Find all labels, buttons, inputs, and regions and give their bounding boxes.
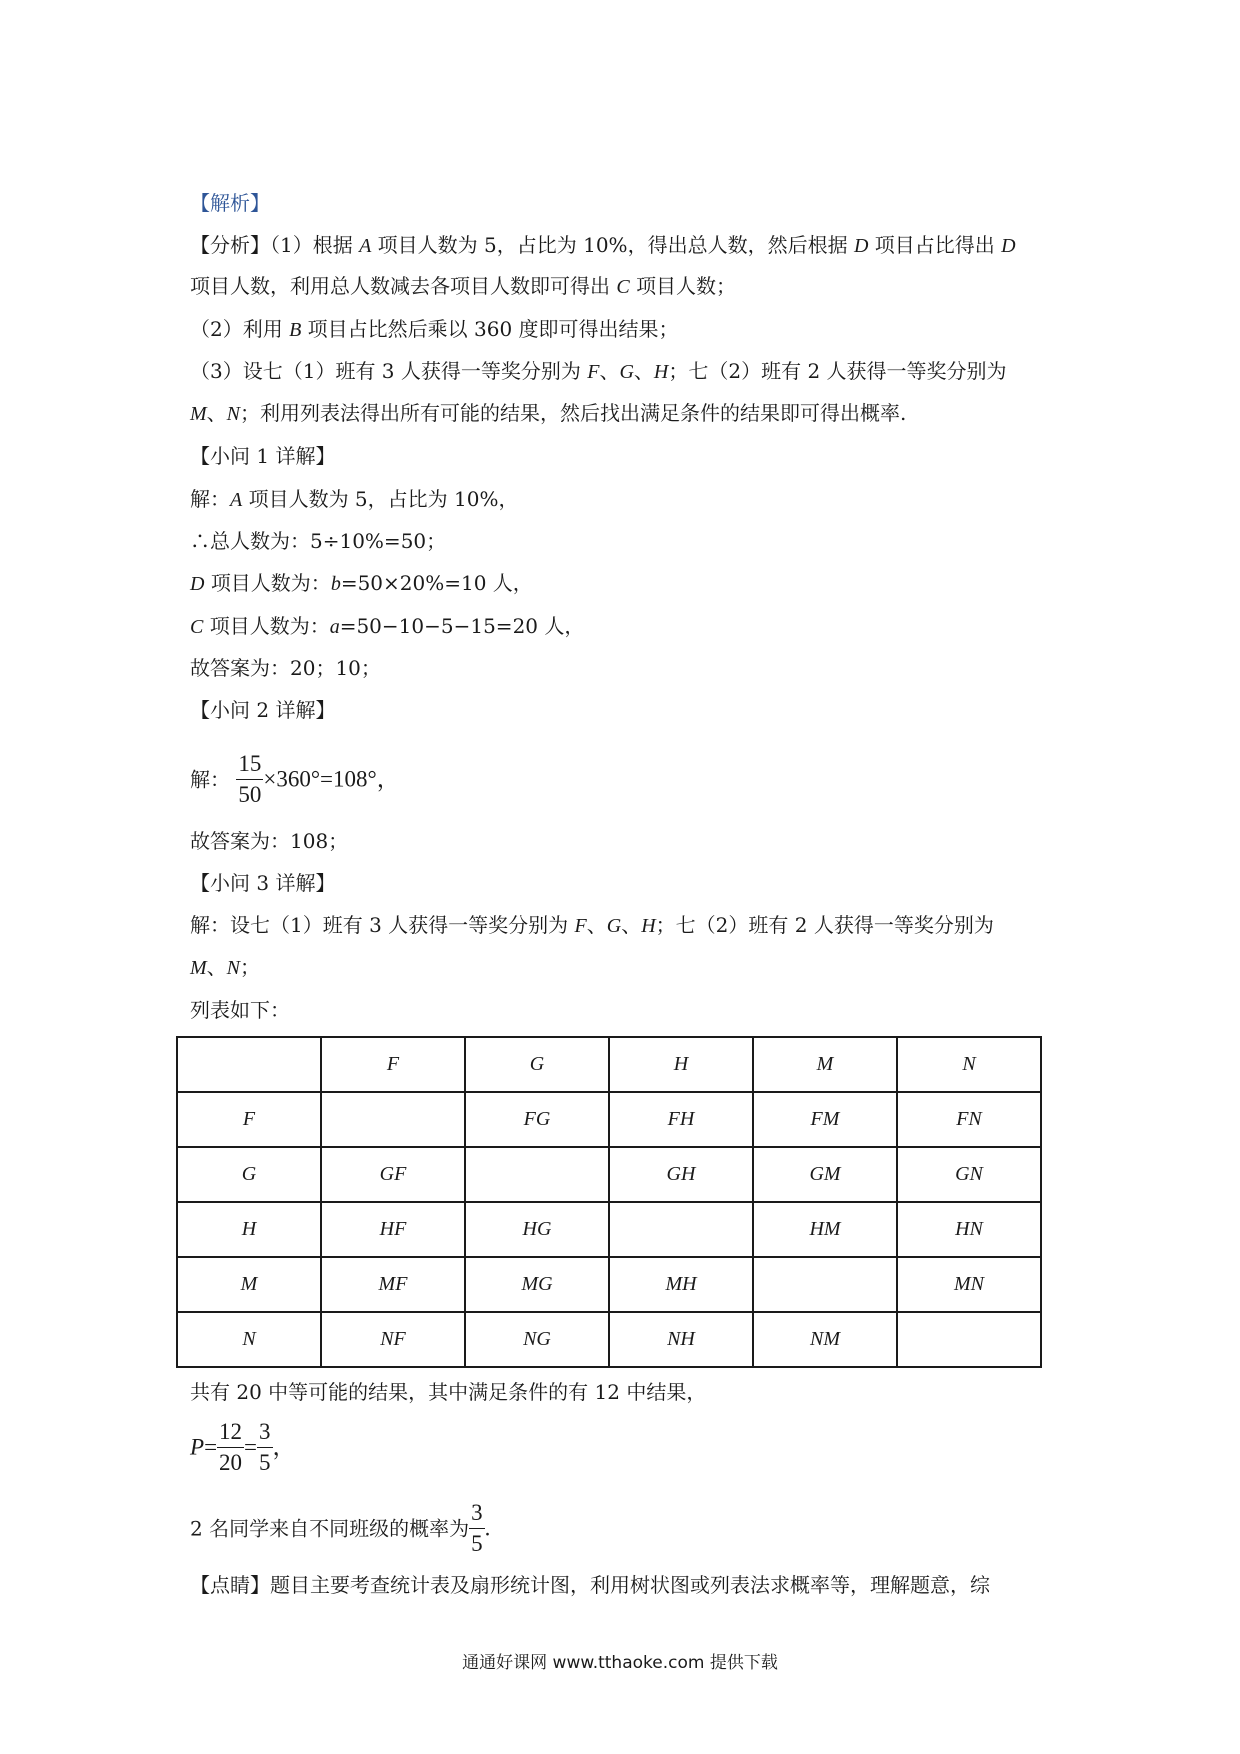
table-cell: N xyxy=(177,1312,321,1367)
table-cell: G xyxy=(177,1147,321,1202)
table-cell: FH xyxy=(609,1092,753,1147)
table-cell: NG xyxy=(465,1312,609,1367)
table-cell: HM xyxy=(753,1202,897,1257)
table-cell: F xyxy=(177,1092,321,1147)
section-heading-jiexi: 【解析】 xyxy=(190,191,270,215)
table-cell: NM xyxy=(753,1312,897,1367)
q2-answer: 故答案为：108； xyxy=(190,829,349,853)
q3-line-2: M、N； xyxy=(190,955,261,979)
table-cell: N xyxy=(897,1037,1041,1092)
footer-watermark: 通通好课网 www.tthaoke.com 提供下载 xyxy=(462,1653,778,1673)
table-cell xyxy=(465,1147,609,1202)
table-cell: GF xyxy=(321,1147,465,1202)
analysis-label: 【分析】 xyxy=(190,233,270,257)
table-cell: HG xyxy=(465,1202,609,1257)
table-cell: FM xyxy=(753,1092,897,1147)
analysis-line-1: 【分析】（1）根据 A 项目人数为 5，占比为 10%，得出总人数，然后根据 D 项目占比得出 D xyxy=(190,233,1016,257)
table-row xyxy=(177,1092,1041,1147)
q2-fraction: $\frac{15}{50}$ xyxy=(238,751,262,807)
q1-answer: 故答案为：20；10； xyxy=(190,656,381,680)
table-cell: NF xyxy=(321,1312,465,1367)
table-row xyxy=(177,1257,1041,1312)
q2-heading: 【小问 2 详解】 xyxy=(190,698,336,722)
table-row xyxy=(177,1147,1041,1202)
table-row xyxy=(177,1202,1041,1257)
table-cell: GH xyxy=(609,1147,753,1202)
table-cell: F xyxy=(321,1037,465,1092)
table-row xyxy=(177,1037,1041,1092)
table-cell xyxy=(321,1092,465,1147)
fraction-3-5: $\frac{3}{5}$ xyxy=(259,1419,271,1475)
probability-formula: P= $\frac{12}{20}$ = $\frac{3}{5}$ ， xyxy=(190,1419,296,1475)
table-cell: MG xyxy=(465,1257,609,1312)
fraction-12-20: $\frac{12}{20}$ xyxy=(219,1419,243,1475)
table-cell xyxy=(609,1202,753,1257)
table-cell: MH xyxy=(609,1257,753,1312)
table-cell: GN xyxy=(897,1147,1041,1202)
table-cell: MF xyxy=(321,1257,465,1312)
table-cell: H xyxy=(177,1202,321,1257)
table-cell xyxy=(897,1312,1041,1367)
q3-table-intro: 列表如下： xyxy=(190,998,290,1022)
analysis-line-2: 项目人数，利用总人数减去各项目人数即可得出 C 项目人数； xyxy=(190,274,737,298)
q1-line-3: D 项目人数为：b=50×20%=10 人， xyxy=(190,571,533,595)
result-count-line: 共有 20 中等可能的结果，其中满足条件的有 12 中结果， xyxy=(190,1380,707,1404)
q1-heading: 【小问 1 详解】 xyxy=(190,444,336,468)
table-cell: NH xyxy=(609,1312,753,1367)
table-cell: FN xyxy=(897,1092,1041,1147)
table-cell: M xyxy=(753,1037,897,1092)
table-cell: FG xyxy=(465,1092,609,1147)
q3-line-1: 解：设七（1）班有 3 人获得一等奖分别为 F、G、H；七（2）班有 2 人获得一等奖分别为 xyxy=(190,913,994,937)
q1-line-1: 解：A 项目人数为 5，占比为 10%， xyxy=(190,487,519,511)
table-cell: HF xyxy=(321,1202,465,1257)
table-cell: M xyxy=(177,1257,321,1312)
key-point-line: 【点睛】题目主要考查统计表及扇形统计图，利用树状图或列表法求概率等，理解题意，综 xyxy=(190,1573,990,1597)
table-row xyxy=(177,1312,1041,1367)
conclusion-line: 2 名同学来自不同班级的概率为 $\frac{3}{5}$ . xyxy=(190,1500,491,1556)
table-cell: H xyxy=(609,1037,753,1092)
analysis-line-4: （3）设七（1）班有 3 人获得一等奖分别为 F、G、H；七（2）班有 2 人获得一等奖分别为 xyxy=(190,359,1007,383)
table-cell xyxy=(753,1257,897,1312)
table-cell: HN xyxy=(897,1202,1041,1257)
outcome-table xyxy=(176,1036,1042,1368)
table-cell xyxy=(177,1037,321,1092)
analysis-line-5: M、N；利用列表法得出所有可能的结果，然后找出满足条件的结果即可得出概率. xyxy=(190,401,907,425)
table-cell: G xyxy=(465,1037,609,1092)
analysis-line-3: （2）利用 B 项目占比然后乘以 360 度即可得出结果； xyxy=(190,317,679,341)
table-cell: MN xyxy=(897,1257,1041,1312)
table-cell: GM xyxy=(753,1147,897,1202)
q2-solution: 解： $\frac{15}{50}$ ×360°=108°， xyxy=(190,751,400,807)
q1-line-4: C 项目人数为：a=50−10−5−15=20 人， xyxy=(190,614,585,638)
q3-heading: 【小问 3 详解】 xyxy=(190,871,336,895)
conclusion-fraction: $\frac{3}{5}$ xyxy=(471,1500,483,1556)
q1-line-2: ∴总人数为：5÷10%=50； xyxy=(190,529,447,553)
